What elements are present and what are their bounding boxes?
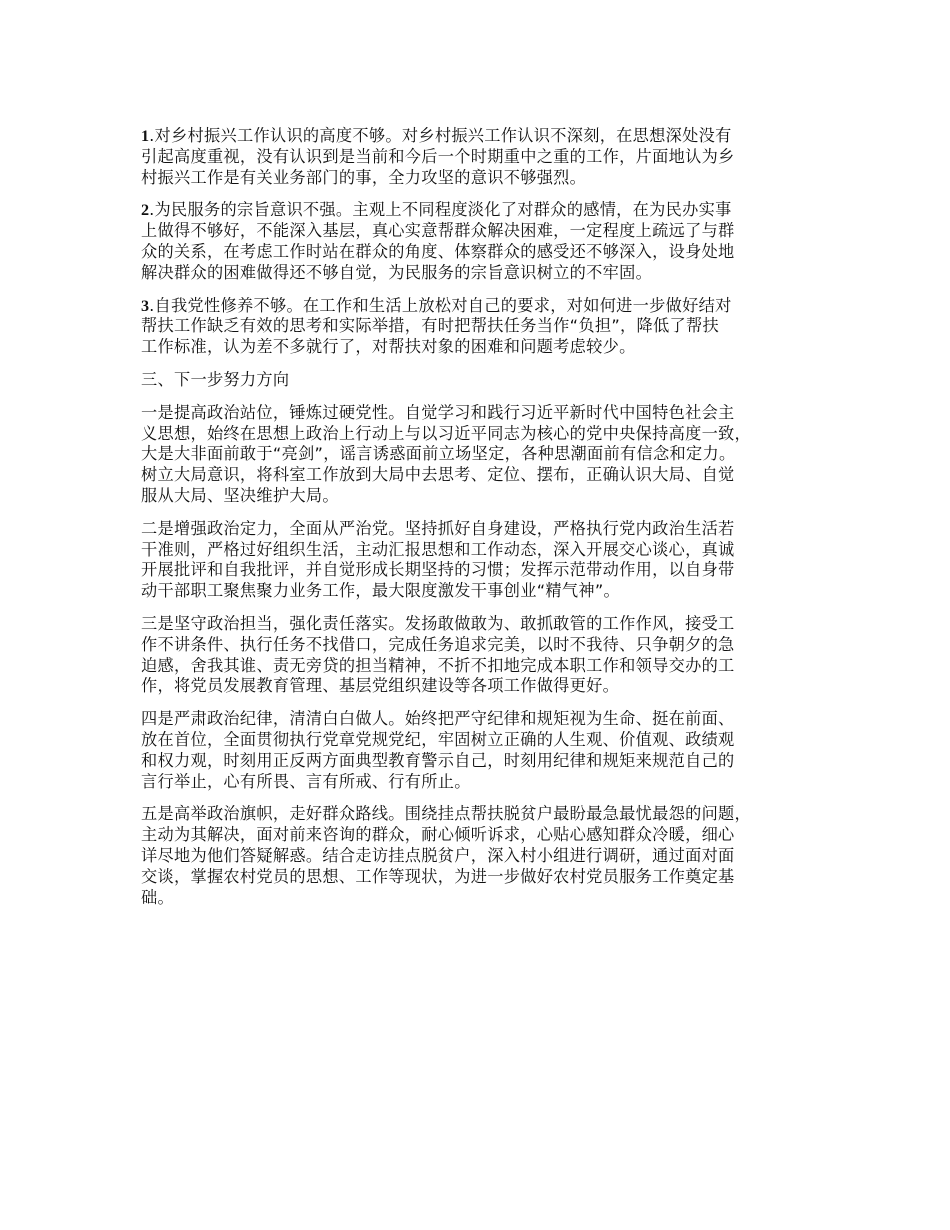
text-line: 交谈，掌握农村党员的思想、工作等现状，为进一步做好农村党员服务工作奠定基 <box>141 866 735 886</box>
section-heading: 三、下一步努力方向 <box>141 369 290 389</box>
problem-paragraph-1 <box>141 126 831 188</box>
document-body <box>141 126 831 920</box>
text-line: 解决群众的困难做得还不够自觉，为民服务的宗旨意识树立的不牢固。 <box>141 262 653 282</box>
text-line <box>141 200 831 221</box>
problem-paragraph-2 <box>141 200 831 283</box>
text-line: 动干部职工聚焦聚力业务工作，最大限度激发干事创业“精气神”。 <box>141 581 621 601</box>
text-line <box>141 126 831 147</box>
paragraph-number: 2 <box>141 201 150 220</box>
text-line: 五是高举政治旗帜，走好群众路线。围绕挂点帮扶脱贫户最盼最急最忧最怨的问题， <box>141 804 752 824</box>
text-line: 详尽地为他们答疑解惑。结合走访挂点脱贫户，深入村小组进行调研，通过面对面 <box>141 845 735 865</box>
action-item-2 <box>141 519 831 602</box>
text-line: 二是增强政治定力，全面从严治党。坚持抓好自身建设，严格执行党内政治生活若 <box>141 518 735 538</box>
paragraph-number: 1 <box>141 127 150 145</box>
text-line: 义思想，始终在思想上政治上行动上与以习近平同志为核心的党中央保持高度一致， <box>141 423 752 443</box>
text-line: 大是大非面前敢于“亮剑”，谣言诱惑面前立场坚定，各种思潮面前有信念和定力。 <box>141 444 736 464</box>
action-item-1 <box>141 403 831 507</box>
text-line: 主动为其解决，面对前来咨询的群众，耐心倾听诉求，心贴心感知群众冷暖，细心 <box>141 825 735 845</box>
text-line: 础。 <box>141 887 174 907</box>
text-line: 放在首位，全面贯彻执行党章党规党纪，牢固树立正确的人生观、价值观、政绩观 <box>141 729 735 749</box>
text-line: 迫感，舍我其谁、责无旁贷的担当精神，不折不扣地完成本职工作和领导交办的工 <box>141 655 735 675</box>
action-item-5 <box>141 804 831 908</box>
text-line: 开展批评和自我批评，并自觉形成长期坚持的习惯；发挥示范带动作用，以自身带 <box>141 560 735 580</box>
text-line: 帮扶工作缺乏有效的思考和实际举措，有时把帮扶任务当作“负担”，降低了帮扶 <box>141 316 719 336</box>
problem-paragraph-3 <box>141 296 831 358</box>
line-text: .自我党性修养不够。在工作和生活上放松对自己的要求，对如何进一步做好结对 <box>149 295 732 315</box>
text-line: 服从大局、坚决维护大局。 <box>141 485 339 505</box>
text-line: 作，将党员发展教育管理、基层党组织建设等各项工作做得更好。 <box>141 676 620 696</box>
text-line: 工作标准，认为差不多就行了，对帮扶对象的困难和问题考虑较少。 <box>141 337 636 357</box>
text-line: 言行举止，心有所畏、言有所戒、行有所止。 <box>141 771 471 791</box>
text-line: 四是严肃政治纪律，清清白白做人。始终把严守纪律和规矩视为生命、挺在前面、 <box>141 709 735 729</box>
text-line: 众的关系，在考虑工作时站在群众的角度、体察群众的感受还不够深入，设身处地 <box>141 241 735 261</box>
line-text: .对乡村振兴工作认识的高度不够。对乡村振兴工作认识不深刻，在思想深处没有 <box>149 126 732 145</box>
action-item-4 <box>141 709 831 792</box>
text-line: 上做得不够好，不能深入基层，真心实意帮群众解决困难，一定程度上疏远了与群 <box>141 221 735 241</box>
text-line: 树立大局意识，将科室工作放到大局中去思考、定位、摆布，正确认识大局、自觉 <box>141 465 735 485</box>
paragraph-number: 3 <box>141 296 150 315</box>
action-item-3 <box>141 614 831 697</box>
text-line: 一是提高政治站位，锤炼过硬党性。自觉学习和践行习近平新时代中国特色社会主 <box>141 402 735 422</box>
text-line <box>141 296 831 317</box>
text-line: 村振兴工作是有关业务部门的事，全力攻坚的意识不够强烈。 <box>141 167 587 187</box>
text-line: 引起高度重视，没有认识到是当前和今后一个时期重中之重的工作，片面地认为乡 <box>141 146 735 166</box>
text-line: 和权力观，时刻用正反两方面典型教育警示自己，时刻用纪律和规矩来规范自己的 <box>141 750 735 770</box>
text-line: 三是坚守政治担当，强化责任落实。发扬敢做敢为、敢抓敢管的工作作风，接受工 <box>141 613 735 633</box>
text-line: 干准则，严格过好组织生活，主动汇报思想和工作动态，深入开展交心谈心，真诚 <box>141 539 735 559</box>
line-text: .为民服务的宗旨意识不强。主观上不同程度淡化了对群众的感情，在为民办实事 <box>149 200 732 220</box>
text-line: 作不讲条件、执行任务不找借口，完成任务追求完美，以时不我待、只争朝夕的急 <box>141 634 735 654</box>
